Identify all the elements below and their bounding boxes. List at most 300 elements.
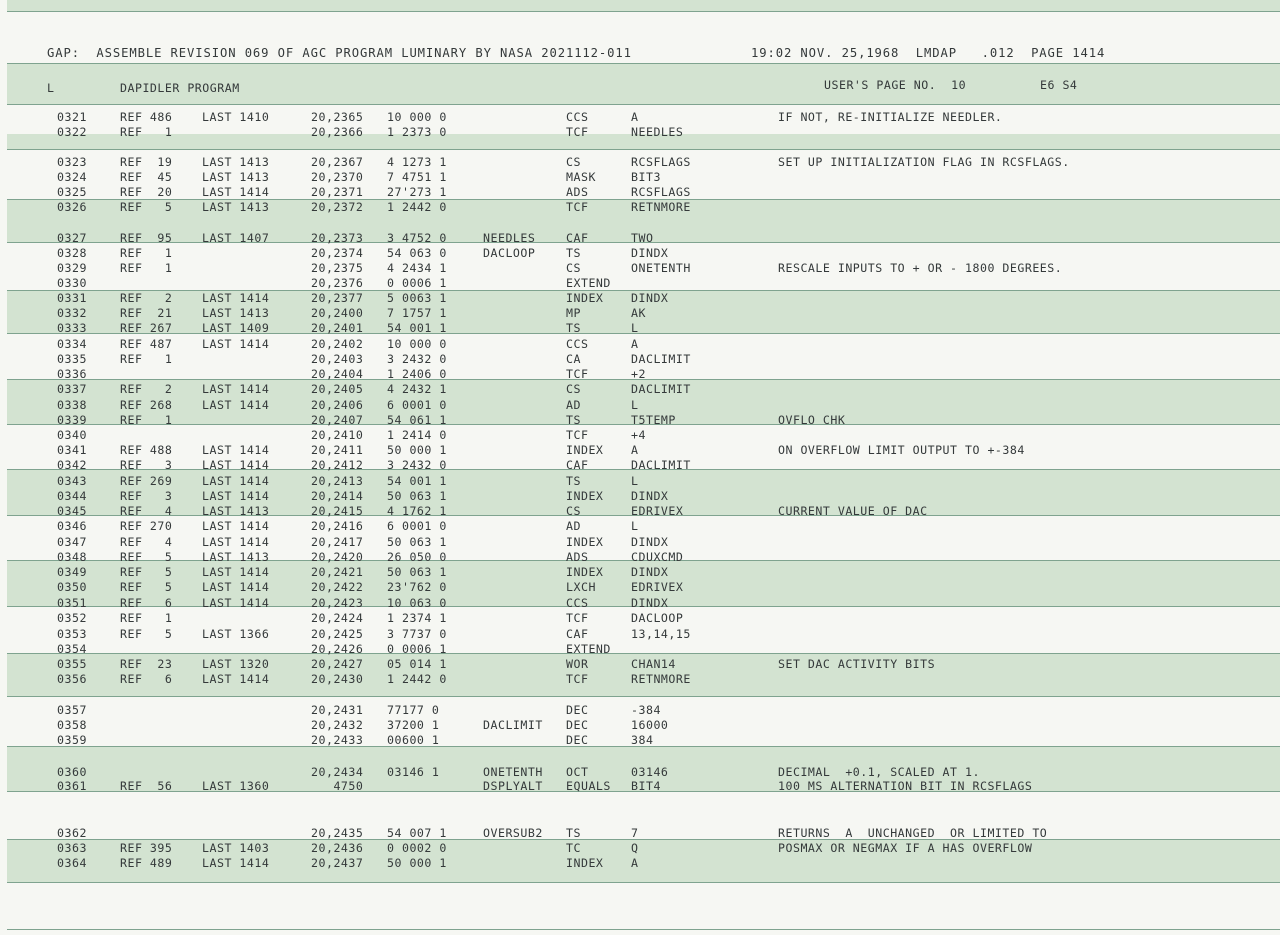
last-ref: LAST 1413 [202, 170, 270, 184]
line-number: 0364 [57, 856, 87, 870]
last-ref: LAST 1414 [202, 535, 270, 549]
opcode: TCF [566, 611, 589, 625]
octal-word: 05 014 1 [387, 657, 447, 671]
address: 20,2425 [311, 627, 364, 641]
ref-count: REF 486 [120, 110, 173, 124]
address: 20,2400 [311, 306, 364, 320]
address: 20,2426 [311, 642, 364, 656]
last-ref: LAST 1414 [202, 856, 270, 870]
ref-count: REF 21 [120, 306, 173, 320]
address: 20,2401 [311, 321, 364, 335]
address: 20,2422 [311, 580, 364, 594]
line-number: 0336 [57, 367, 87, 381]
comment: RETURNS A UNCHANGED OR LIMITED TO [778, 826, 1048, 840]
operand: EDRIVEX [631, 580, 684, 594]
line-number: 0352 [57, 611, 87, 625]
ref-count: REF 5 [120, 565, 173, 579]
opcode: WOR [566, 657, 589, 671]
octal-word: 1 2406 0 [387, 367, 447, 381]
operand: CDUXCMD [631, 550, 684, 564]
operand: L [631, 398, 639, 412]
operand: RCSFLAGS [631, 185, 691, 199]
address: 20,2423 [311, 596, 364, 610]
line-number: 0363 [57, 841, 87, 855]
comment: 100 MS ALTERNATION BIT IN RCSFLAGS [778, 779, 1033, 793]
ref-count: REF 489 [120, 856, 173, 870]
fold-rule [7, 149, 1280, 150]
octal-word: 54 001 1 [387, 474, 447, 488]
ref-count: REF 487 [120, 337, 173, 351]
opcode: CAF [566, 458, 589, 472]
ref-count: REF 2 [120, 291, 173, 305]
octal-word: 0 0006 1 [387, 276, 447, 290]
opcode: OCT [566, 765, 589, 779]
last-ref: LAST 1360 [202, 779, 270, 793]
timestamp-page: 19:02 NOV. 25,1968 LMDAP .012 PAGE 1414 [751, 46, 1106, 60]
opcode: MP [566, 306, 581, 320]
address: 20,2411 [311, 443, 364, 457]
octal-word: 10 063 0 [387, 596, 447, 610]
line-number: 0341 [57, 443, 87, 457]
opcode: CS [566, 155, 581, 169]
opcode: INDEX [566, 565, 604, 579]
operand: T5TEMP [631, 413, 676, 427]
ref-count: REF 45 [120, 170, 173, 184]
operand: DINDX [631, 596, 669, 610]
last-ref: LAST 1414 [202, 185, 270, 199]
symbol-label: NEEDLES [483, 231, 536, 245]
octal-word: 0 0006 1 [387, 642, 447, 656]
address: 20,2403 [311, 352, 364, 366]
last-ref: LAST 1414 [202, 458, 270, 472]
address: 20,2370 [311, 170, 364, 184]
octal-word: 1 2442 0 [387, 200, 447, 214]
octal-word: 5 0063 1 [387, 291, 447, 305]
comment: DECIMAL +0.1, SCALED AT 1. [778, 765, 980, 779]
opcode: TS [566, 321, 581, 335]
operand: A [631, 337, 639, 351]
line-number: 0355 [57, 657, 87, 671]
opcode: DEC [566, 733, 589, 747]
line-number: 0326 [57, 200, 87, 214]
comment: ON OVERFLOW LIMIT OUTPUT TO +-384 [778, 443, 1025, 457]
opcode: INDEX [566, 535, 604, 549]
last-ref: LAST 1414 [202, 337, 270, 351]
last-ref: LAST 1414 [202, 489, 270, 503]
operand: DINDX [631, 489, 669, 503]
operand: BIT3 [631, 170, 661, 184]
opcode: CCS [566, 110, 589, 124]
line-number: 0346 [57, 519, 87, 533]
last-ref: LAST 1413 [202, 200, 270, 214]
opcode: CAF [566, 627, 589, 641]
line-number: 0361 [57, 779, 87, 793]
symbol-label: DACLOOP [483, 246, 536, 260]
octal-word: 7 4751 1 [387, 170, 447, 184]
ref-count: REF 395 [120, 841, 173, 855]
ref-count: REF 268 [120, 398, 173, 412]
section-title: DAPIDLER PROGRAM [120, 81, 240, 95]
ref-count: REF 267 [120, 321, 173, 335]
log-section-letter: L [47, 81, 55, 95]
opcode: LXCH [566, 580, 596, 594]
operand: L [631, 321, 639, 335]
octal-word: 54 061 1 [387, 413, 447, 427]
address: 20,2437 [311, 856, 364, 870]
comment: POSMAX OR NEGMAX IF A HAS OVERFLOW [778, 841, 1033, 855]
line-number: 0358 [57, 718, 87, 732]
operand: -384 [631, 703, 661, 717]
line-number: 0347 [57, 535, 87, 549]
address: 20,2430 [311, 672, 364, 686]
address: 20,2412 [311, 458, 364, 472]
symbol-label: ONETENTH [483, 765, 543, 779]
address: 20,2421 [311, 565, 364, 579]
octal-word: 3 2432 0 [387, 352, 447, 366]
line-number: 0340 [57, 428, 87, 442]
octal-word: 10 000 0 [387, 337, 447, 351]
last-ref: LAST 1414 [202, 398, 270, 412]
opcode: TS [566, 413, 581, 427]
line-number: 0339 [57, 413, 87, 427]
octal-word: 23'762 0 [387, 580, 447, 594]
octal-word: 6 0001 0 [387, 398, 447, 412]
line-number: 0345 [57, 504, 87, 518]
line-number: 0338 [57, 398, 87, 412]
octal-word: 00600 1 [387, 733, 440, 747]
opcode: CCS [566, 337, 589, 351]
line-number: 0362 [57, 826, 87, 840]
octal-word: 1 2414 0 [387, 428, 447, 442]
operand: A [631, 443, 639, 457]
address: 20,2433 [311, 733, 364, 747]
greenbar-band [7, 839, 1280, 882]
octal-word: 50 063 1 [387, 489, 447, 503]
opcode: CS [566, 382, 581, 396]
octal-word: 3 2432 0 [387, 458, 447, 472]
comment: SET UP INITIALIZATION FLAG IN RCSFLAGS. [778, 155, 1070, 169]
address: 20,2372 [311, 200, 364, 214]
operand: AK [631, 306, 646, 320]
ref-count: REF 56 [120, 779, 173, 793]
ref-count: REF 4 [120, 535, 173, 549]
line-number: 0348 [57, 550, 87, 564]
octal-word: 3 7737 0 [387, 627, 447, 641]
symbol-label: DACLIMIT [483, 718, 543, 732]
last-ref: LAST 1409 [202, 321, 270, 335]
address: 20,2427 [311, 657, 364, 671]
octal-word: 54 007 1 [387, 826, 447, 840]
line-number: 0337 [57, 382, 87, 396]
operand: DINDX [631, 565, 669, 579]
operand: DACLIMIT [631, 352, 691, 366]
operand: DINDX [631, 535, 669, 549]
opcode: CS [566, 504, 581, 518]
octal-word: 1 2442 0 [387, 672, 447, 686]
fold-rule [7, 929, 1280, 930]
line-number: 0333 [57, 321, 87, 335]
line-number: 0360 [57, 765, 87, 779]
operand: CHAN14 [631, 657, 676, 671]
last-ref: LAST 1414 [202, 474, 270, 488]
greenbar-band [7, 0, 1280, 11]
rope-reference: E6 S4 [1040, 78, 1078, 92]
octal-word: 50 063 1 [387, 565, 447, 579]
operand: DACLIMIT [631, 458, 691, 472]
octal-word: 3 4752 0 [387, 231, 447, 245]
address: 20,2365 [311, 110, 364, 124]
ref-count: REF 1 [120, 352, 173, 366]
octal-word: 54 001 1 [387, 321, 447, 335]
opcode: INDEX [566, 291, 604, 305]
last-ref: LAST 1407 [202, 231, 270, 245]
address: 20,2404 [311, 367, 364, 381]
last-ref: LAST 1413 [202, 504, 270, 518]
opcode: TS [566, 246, 581, 260]
operand: NEEDLES [631, 125, 684, 139]
ref-count: REF 1 [120, 611, 173, 625]
ref-count: REF 5 [120, 580, 173, 594]
ref-count: REF 2 [120, 382, 173, 396]
opcode: TC [566, 841, 581, 855]
fold-rule [7, 839, 1280, 840]
operand: ONETENTH [631, 261, 691, 275]
ref-count: REF 19 [120, 155, 173, 169]
line-number: 0351 [57, 596, 87, 610]
last-ref: LAST 1414 [202, 580, 270, 594]
address: 20,2375 [311, 261, 364, 275]
opcode: INDEX [566, 443, 604, 457]
address: 20,2376 [311, 276, 364, 290]
last-ref: LAST 1414 [202, 443, 270, 457]
octal-word: 7 1757 1 [387, 306, 447, 320]
line-number: 0357 [57, 703, 87, 717]
operand: 03146 [631, 765, 669, 779]
opcode: CAF [566, 231, 589, 245]
octal-word: 1 2373 0 [387, 125, 447, 139]
operand: BIT4 [631, 779, 661, 793]
octal-word: 4 2432 1 [387, 382, 447, 396]
opcode: EXTEND [566, 642, 611, 656]
ref-count: REF 270 [120, 519, 173, 533]
address: 20,2410 [311, 428, 364, 442]
address: 20,2405 [311, 382, 364, 396]
line-number: 0323 [57, 155, 87, 169]
octal-word: 54 063 0 [387, 246, 447, 260]
assembly-title: GAP: ASSEMBLE REVISION 069 OF AGC PROGRAM LUMINARY BY NASA 2021112-011 [47, 46, 632, 60]
line-number: 0329 [57, 261, 87, 275]
operand: 384 [631, 733, 654, 747]
ref-count: REF 95 [120, 231, 173, 245]
octal-word: 50 000 1 [387, 856, 447, 870]
opcode: TS [566, 474, 581, 488]
opcode: INDEX [566, 856, 604, 870]
operand: +2 [631, 367, 646, 381]
operand: EDRIVEX [631, 504, 684, 518]
address: 20,2414 [311, 489, 364, 503]
line-number: 0324 [57, 170, 87, 184]
operand: +4 [631, 428, 646, 442]
octal-word: 77177 0 [387, 703, 440, 717]
ref-count: REF 6 [120, 596, 173, 610]
fold-rule [7, 696, 1280, 697]
ref-count: REF 3 [120, 458, 173, 472]
ref-count: REF 20 [120, 185, 173, 199]
operand: A [631, 110, 639, 124]
operand: A [631, 856, 639, 870]
ref-count: REF 1 [120, 413, 173, 427]
comment: OVFLO CHK [778, 413, 846, 427]
opcode: TS [566, 826, 581, 840]
line-number: 0353 [57, 627, 87, 641]
opcode: ADS [566, 550, 589, 564]
address: 20,2406 [311, 398, 364, 412]
opcode: ADS [566, 185, 589, 199]
last-ref: LAST 1413 [202, 155, 270, 169]
line-number: 0322 [57, 125, 87, 139]
last-ref: LAST 1410 [202, 110, 270, 124]
opcode: EXTEND [566, 276, 611, 290]
octal-word: 10 000 0 [387, 110, 447, 124]
operand: DACLIMIT [631, 382, 691, 396]
octal-word: 26 050 0 [387, 550, 447, 564]
opcode: CA [566, 352, 581, 366]
line-number: 0334 [57, 337, 87, 351]
last-ref: LAST 1413 [202, 550, 270, 564]
address: 20,2367 [311, 155, 364, 169]
last-ref: LAST 1414 [202, 382, 270, 396]
address: 20,2377 [311, 291, 364, 305]
fold-rule [7, 333, 1280, 334]
line-number: 0354 [57, 642, 87, 656]
opcode: AD [566, 519, 581, 533]
ref-count: REF 269 [120, 474, 173, 488]
line-number: 0356 [57, 672, 87, 686]
operand: RETNMORE [631, 672, 691, 686]
operand: L [631, 474, 639, 488]
operand: L [631, 519, 639, 533]
ref-count: REF 5 [120, 550, 173, 564]
operand: DINDX [631, 246, 669, 260]
address: 20,2417 [311, 535, 364, 549]
line-number: 0325 [57, 185, 87, 199]
address: 20,2402 [311, 337, 364, 351]
comment: CURRENT VALUE OF DAC [778, 504, 928, 518]
symbol-label: OVERSUB2 [483, 826, 543, 840]
operand: Q [631, 841, 639, 855]
comment: RESCALE INPUTS TO + OR - 1800 DEGREES. [778, 261, 1063, 275]
line-number: 0330 [57, 276, 87, 290]
line-number: 0350 [57, 580, 87, 594]
ref-count: REF 4 [120, 504, 173, 518]
address: 20,2434 [311, 765, 364, 779]
address: 20,2436 [311, 841, 364, 855]
last-ref: LAST 1414 [202, 672, 270, 686]
octal-word: 50 000 1 [387, 443, 447, 457]
ref-count: REF 5 [120, 627, 173, 641]
octal-word: 1 2374 1 [387, 611, 447, 625]
address: 20,2431 [311, 703, 364, 717]
ref-count: REF 488 [120, 443, 173, 457]
opcode: DEC [566, 718, 589, 732]
octal-word: 03146 1 [387, 765, 440, 779]
opcode: INDEX [566, 489, 604, 503]
ref-count: REF 1 [120, 246, 173, 260]
last-ref: LAST 1414 [202, 565, 270, 579]
last-ref: LAST 1403 [202, 841, 270, 855]
fold-rule [7, 104, 1280, 105]
ref-count: REF 5 [120, 200, 173, 214]
opcode: TCF [566, 367, 589, 381]
operand: 16000 [631, 718, 669, 732]
fold-rule [7, 653, 1280, 654]
line-number: 0343 [57, 474, 87, 488]
symbol-label: DSPLYALT [483, 779, 543, 793]
address: 20,2432 [311, 718, 364, 732]
fold-rule [7, 11, 1280, 12]
octal-word: 4 1273 1 [387, 155, 447, 169]
opcode: AD [566, 398, 581, 412]
opcode: TCF [566, 125, 589, 139]
octal-word: 4 1762 1 [387, 504, 447, 518]
operand: DACLOOP [631, 611, 684, 625]
address: 20,2435 [311, 826, 364, 840]
address: 20,2373 [311, 231, 364, 245]
user-page-number: USER'S PAGE NO. 10 [824, 78, 967, 92]
line-number: 0332 [57, 306, 87, 320]
opcode: TCF [566, 200, 589, 214]
line-number: 0328 [57, 246, 87, 260]
operand: RCSFLAGS [631, 155, 691, 169]
address: 20,2371 [311, 185, 364, 199]
address: 20,2424 [311, 611, 364, 625]
last-ref: LAST 1414 [202, 519, 270, 533]
ref-count: REF 3 [120, 489, 173, 503]
fold-rule [7, 63, 1280, 64]
line-number: 0344 [57, 489, 87, 503]
address: 20,2416 [311, 519, 364, 533]
operand: 13,14,15 [631, 627, 691, 641]
last-ref: LAST 1414 [202, 291, 270, 305]
opcode: TCF [566, 672, 589, 686]
comment: SET DAC ACTIVITY BITS [778, 657, 936, 671]
last-ref: LAST 1413 [202, 306, 270, 320]
address: 20,2420 [311, 550, 364, 564]
ref-count: REF 1 [120, 125, 173, 139]
opcode: TCF [566, 428, 589, 442]
address: 20,2374 [311, 246, 364, 260]
octal-word: 4 2434 1 [387, 261, 447, 275]
operand: TWO [631, 231, 654, 245]
address: 20,2366 [311, 125, 364, 139]
octal-word: 50 063 1 [387, 535, 447, 549]
ref-count: REF 1 [120, 261, 173, 275]
opcode: CS [566, 261, 581, 275]
line-number: 0331 [57, 291, 87, 305]
opcode: MASK [566, 170, 596, 184]
last-ref: LAST 1320 [202, 657, 270, 671]
address: 20,2407 [311, 413, 364, 427]
octal-word: 37200 1 [387, 718, 440, 732]
address: 20,2413 [311, 474, 364, 488]
last-ref: LAST 1366 [202, 627, 270, 641]
line-number: 0359 [57, 733, 87, 747]
line-number: 0335 [57, 352, 87, 366]
octal-word: 6 0001 0 [387, 519, 447, 533]
line-number: 0342 [57, 458, 87, 472]
address: 20,2415 [311, 504, 364, 518]
line-number: 0327 [57, 231, 87, 245]
